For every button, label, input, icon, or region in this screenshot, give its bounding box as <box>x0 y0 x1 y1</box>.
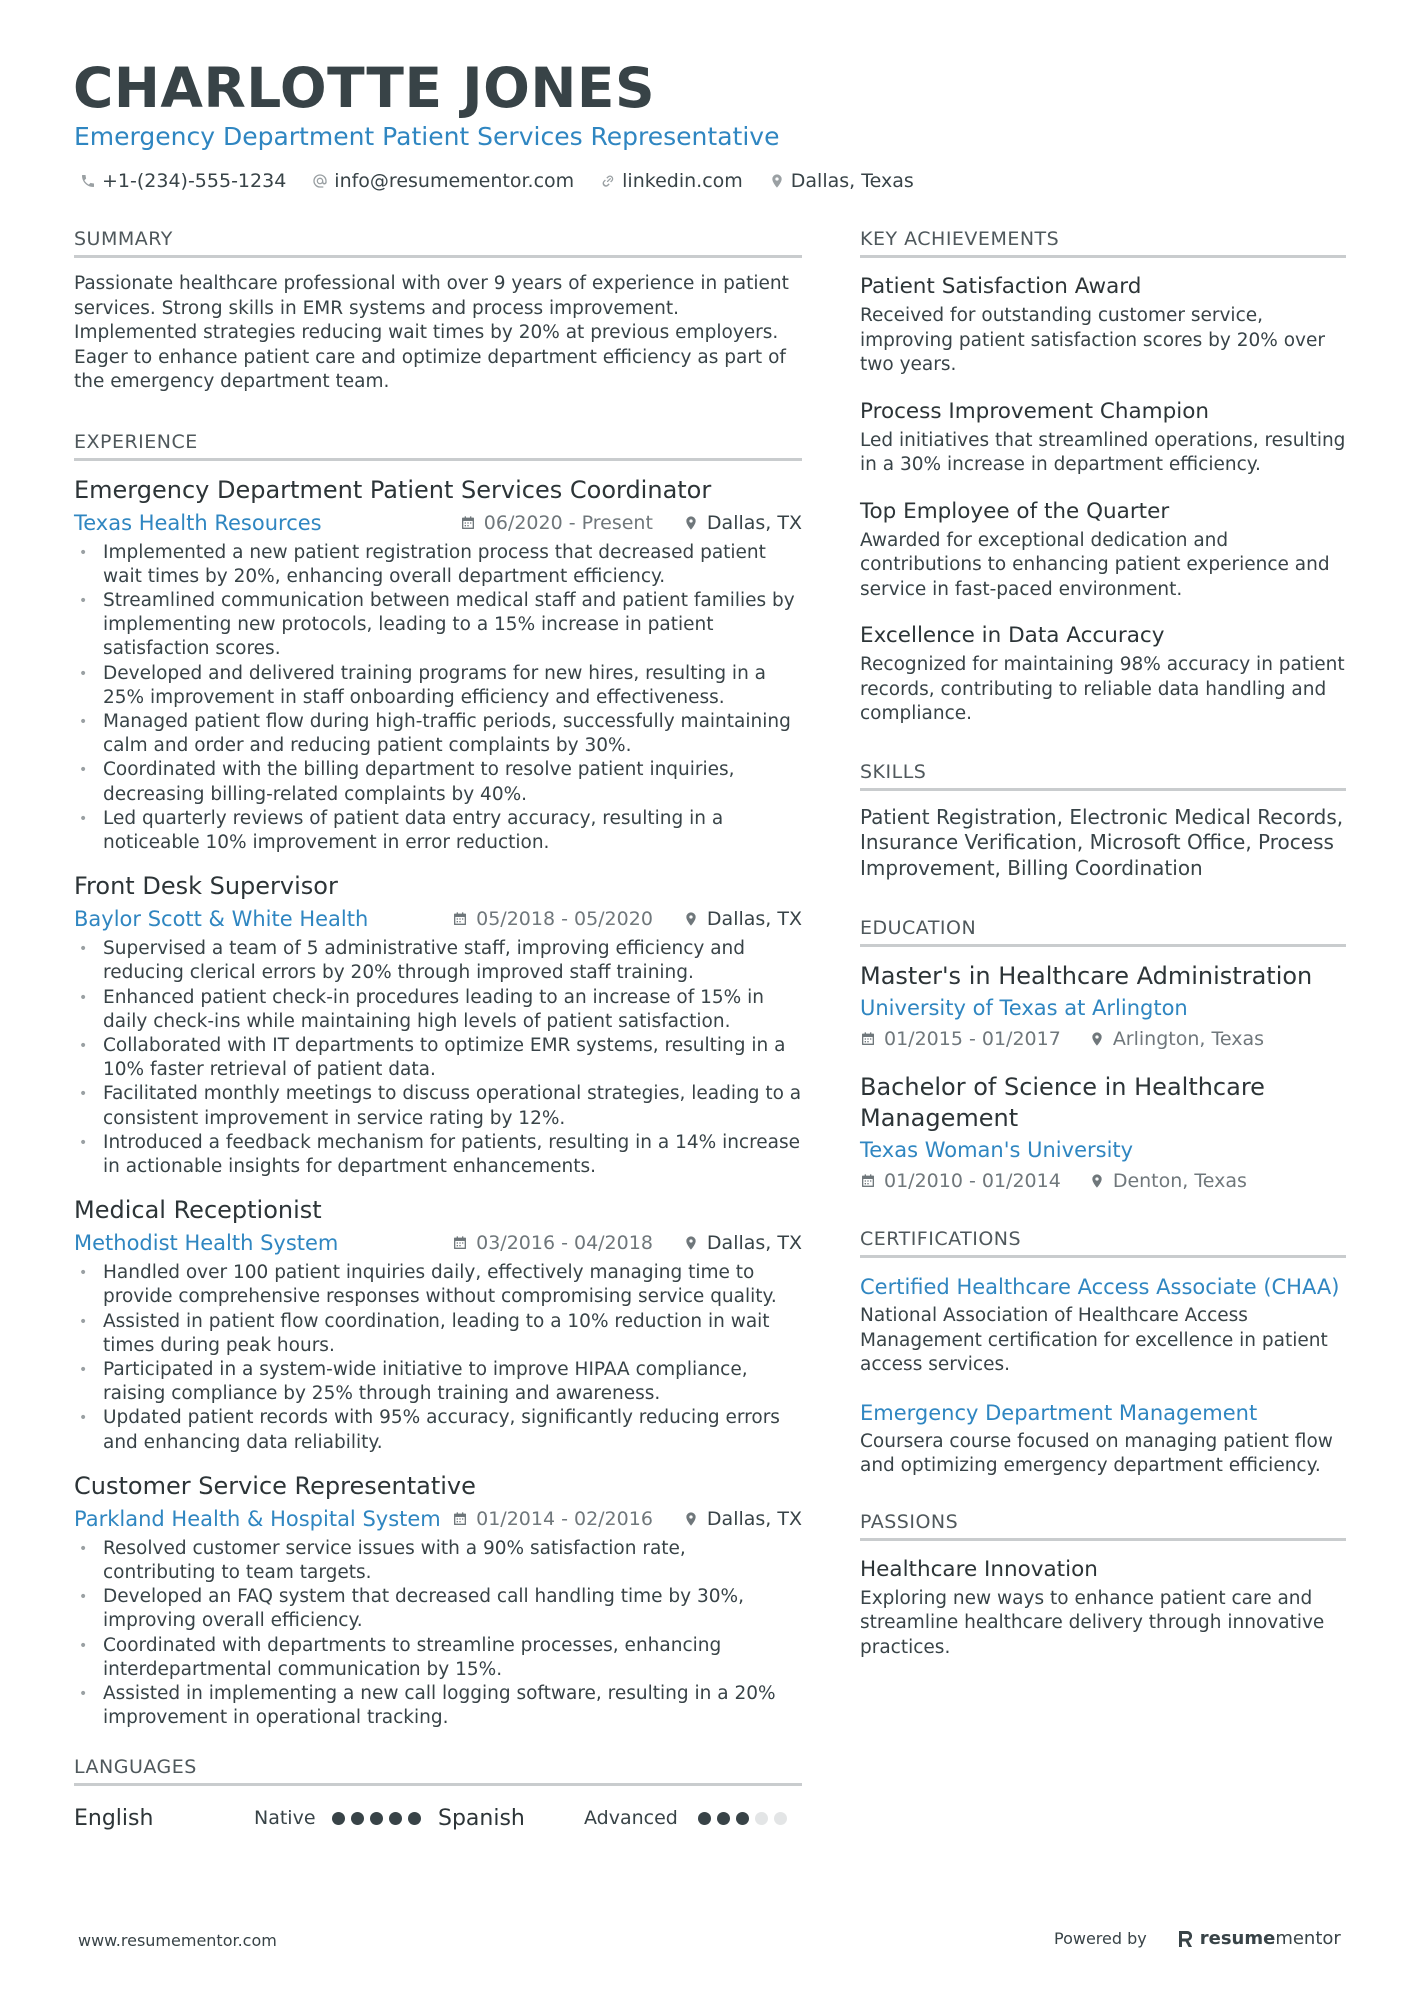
certification-item <box>860 1272 1346 1378</box>
achievement-item <box>860 272 1346 378</box>
location-text: Dallas, Texas <box>790 170 914 192</box>
powered-by-text: Powered by <box>1054 1929 1147 1948</box>
job-dates <box>452 908 653 930</box>
calendar-icon <box>860 1031 876 1047</box>
bullet-item: • Coordinated with the billing department to resolve patient inquiries, decreasing billing-related complaints by 40%. <box>74 758 802 806</box>
languages-section <box>74 1756 802 1836</box>
map-pin-icon <box>769 173 785 189</box>
contact-phone[interactable] <box>80 170 286 192</box>
job-title: Emergency Department Patient Services Coordinator <box>74 475 712 504</box>
job-meta <box>74 1503 802 1535</box>
bullet-item: • Participated in a system-wide initiative to improve HIPAA compliance, raising compliance by 25% through training and awareness. <box>74 1358 802 1406</box>
degree-title: Master's in Healthcare Administration <box>860 962 1313 990</box>
job-entry <box>74 475 802 856</box>
bullet-item: • Introduced a feedback mechanism for patients, resulting in a 14% increase in actionable insights for department enhancements. <box>74 1131 802 1179</box>
map-pin-icon <box>683 911 699 927</box>
job-title: Front Desk Supervisor <box>74 872 338 901</box>
brand-rest-text: mentor <box>1275 1928 1341 1949</box>
achievement-item <box>860 397 1346 478</box>
job-bullets <box>74 541 802 856</box>
education-location <box>1089 1028 1264 1050</box>
email-text: info@resumementor.com <box>334 170 575 192</box>
proficiency-dot-filled <box>389 1812 402 1825</box>
job-dates-text: 01/2014 - 02/2016 <box>476 1507 653 1530</box>
achievement-text: Received for outstanding customer service, improving patient satisfaction scores by 20% over two years. <box>860 305 1325 375</box>
bullet-item: • Implemented a new patient registration process that decreased patient wait times by 20%, enhancing overall department efficiency. <box>74 541 802 589</box>
summary-heading: SUMMARY <box>74 228 802 258</box>
passions-heading: PASSIONS <box>860 1511 1346 1541</box>
school-name: University of Texas at Arlington <box>860 996 1188 1020</box>
education-meta <box>860 1166 1346 1196</box>
bullet-item: • Supervised a team of 5 administrative staff, improving efficiency and reducing clerical errors by 20% through improved staff training. <box>74 937 802 985</box>
bullet-item: • Managed patient flow during high-traffic periods, successfully maintaining calm and order and reducing patient complaints by 30%. <box>74 710 802 758</box>
job-bullets <box>74 937 802 1179</box>
bullet-item: • Led quarterly reviews of patient data entry accuracy, resulting in a noticeable 10% improvement in error reduction. <box>74 807 802 855</box>
certifications-heading: CERTIFICATIONS <box>860 1228 1346 1258</box>
degree-title: Bachelor of Science in Healthcare Management <box>860 1073 1265 1132</box>
job-title: Medical Receptionist <box>74 1196 322 1225</box>
experience-heading: EXPERIENCE <box>74 431 802 461</box>
linkedin-text: linkedin.com <box>622 170 743 192</box>
bullet-item: • Enhanced patient check-in procedures leading to an increase of 15% in daily check-ins while maintaining high levels of patient satisfaction. <box>74 986 802 1034</box>
achievements-section <box>860 228 1346 727</box>
skills-section <box>860 761 1346 882</box>
calendar-icon <box>460 515 476 531</box>
company-name: Parkland Health & Hospital System <box>74 1506 441 1531</box>
education-section <box>860 917 1346 1196</box>
contact-linkedin[interactable] <box>600 170 743 192</box>
education-dates-text: 01/2015 - 01/2017 <box>884 1028 1061 1050</box>
language-item <box>74 1806 438 1831</box>
bullet-item: • Coordinated with departments to streamline processes, enhancing interdepartmental communication by 15%. <box>74 1634 802 1682</box>
job-bullets <box>74 1261 802 1455</box>
certification-title: Certified Healthcare Access Associate (CHAA) <box>860 1275 1340 1299</box>
skills-heading: SKILLS <box>860 761 1346 791</box>
bullet-item: • Handled over 100 patient inquiries daily, effectively managing time to provide comprehensive responses without compromising service quality. <box>74 1261 802 1309</box>
bullet-item: • Assisted in implementing a new call logging software, resulting in a 20% improvement in operational tracking. <box>74 1682 802 1730</box>
education-dates <box>860 1170 1061 1192</box>
certification-text: Coursera course focused on managing patient flow and optimizing emergency department efficiency. <box>860 1430 1333 1476</box>
job-dates <box>452 1508 653 1530</box>
job-entry <box>74 1471 802 1731</box>
brand-logo[interactable] <box>1177 1928 1341 1949</box>
brand-logo-icon <box>1177 1929 1195 1949</box>
education-item <box>860 1072 1346 1196</box>
proficiency-dot-filled <box>717 1812 730 1825</box>
map-pin-icon <box>683 1511 699 1527</box>
achievement-item <box>860 621 1346 727</box>
bullet-item: • Assisted in patient flow coordination, leading to a 10% reduction in wait times during peak hours. <box>74 1310 802 1358</box>
job-location <box>683 1508 802 1530</box>
bullet-item: • Collaborated with IT departments to optimize EMR systems, resulting in a 10% faster retrieval of patient data. <box>74 1034 802 1082</box>
achievement-title: Patient Satisfaction Award <box>860 274 1142 299</box>
education-location <box>1089 1170 1247 1192</box>
proficiency-dots <box>698 1812 787 1825</box>
achievement-item <box>860 497 1346 603</box>
calendar-icon <box>452 1511 468 1527</box>
proficiency-dot-filled <box>698 1812 711 1825</box>
bullet-item: • Streamlined communication between medical staff and patient families by implementing new protocols, leading to a 15% increase in patient satisfaction scores. <box>74 589 802 662</box>
company-name: Baylor Scott & White Health <box>74 907 369 932</box>
summary-section <box>74 228 802 395</box>
phone-text: +1-(234)-555-1234 <box>102 170 287 192</box>
job-meta <box>74 507 802 539</box>
languages-heading: LANGUAGES <box>74 1756 802 1786</box>
calendar-icon <box>452 911 468 927</box>
map-pin-icon <box>683 515 699 531</box>
proficiency-dot-filled <box>370 1812 383 1825</box>
job-bullets <box>74 1537 802 1731</box>
job-location <box>683 908 802 930</box>
achievement-text: Awarded for exceptional dedication and contributions to enhancing patient experience and service in fast-paced environment. <box>860 529 1330 600</box>
language-level: Native <box>254 1807 316 1830</box>
certifications-section <box>860 1228 1346 1479</box>
education-item <box>860 961 1346 1054</box>
certification-item <box>860 1398 1346 1479</box>
job-entry <box>74 1195 802 1455</box>
job-location-text: Dallas, TX <box>706 1232 802 1255</box>
phone-icon <box>80 173 96 189</box>
map-pin-icon <box>1089 1173 1105 1189</box>
job-title: Customer Service Representative <box>74 1471 476 1500</box>
bullet-item: • Facilitated monthly meetings to discuss operational strategies, leading to a consistent improvement in service rating by 12%. <box>74 1082 802 1130</box>
education-meta <box>860 1024 1346 1054</box>
proficiency-dot-filled <box>332 1812 345 1825</box>
right-column <box>860 228 1346 1696</box>
contact-location <box>769 170 914 192</box>
language-item <box>438 1806 802 1831</box>
bullet-item: • Resolved customer service issues with a 90% satisfaction rate, contributing to team targets. <box>74 1537 802 1585</box>
job-entry <box>74 871 802 1179</box>
job-dates <box>452 1232 653 1254</box>
job-location-text: Dallas, TX <box>706 511 802 534</box>
school-name: Texas Woman's University <box>860 1138 1134 1162</box>
language-name: Spanish <box>438 1805 525 1831</box>
bullet-item: • Developed an FAQ system that decreased call handling time by 30%, improving overall efficiency. <box>74 1585 802 1633</box>
map-pin-icon <box>1089 1031 1105 1047</box>
calendar-icon <box>452 1235 468 1251</box>
job-location-text: Dallas, TX <box>706 1507 802 1530</box>
proficiency-dots <box>332 1812 421 1825</box>
bullet-item: • Developed and delivered training programs for new hires, resulting in a 25% improvement in staff onboarding efficiency and effectiveness. <box>74 662 802 710</box>
certification-title: Emergency Department Management <box>860 1400 1258 1425</box>
education-location-text: Denton, Texas <box>1112 1170 1247 1192</box>
achievement-title: Top Employee of the Quarter <box>860 498 1170 524</box>
job-location <box>683 512 802 534</box>
proficiency-dot-filled <box>351 1812 364 1825</box>
footer-website[interactable]: www.resumementor.com <box>78 1931 277 1950</box>
brand-bold-text: resume <box>1199 1928 1276 1949</box>
certification-text: National Association of Healthcare Access Management certification for excellence in patient access services. <box>860 1305 1328 1375</box>
left-column <box>74 228 802 1872</box>
language-name: English <box>74 1805 154 1831</box>
job-location-text: Dallas, TX <box>706 908 802 931</box>
passion-text: Exploring new ways to enhance patient care and streamline healthcare delivery through innovative practices. <box>860 1587 1325 1658</box>
passion-item <box>860 1555 1346 1661</box>
bullet-item: • Updated patient records with 95% accuracy, significantly reducing errors and enhancing data reliability. <box>74 1406 802 1454</box>
job-meta <box>74 903 802 935</box>
education-dates <box>860 1028 1061 1050</box>
education-heading: EDUCATION <box>860 917 1346 947</box>
map-pin-icon <box>683 1235 699 1251</box>
contact-email[interactable] <box>312 170 574 192</box>
proficiency-dot-empty <box>755 1812 768 1825</box>
proficiency-dot-filled <box>736 1812 749 1825</box>
education-dates-text: 01/2010 - 01/2014 <box>884 1170 1061 1192</box>
candidate-name: CHARLOTTE JONES <box>73 56 656 120</box>
achievement-title: Excellence in Data Accuracy <box>860 623 1165 648</box>
footer-branding <box>1054 1928 1341 1949</box>
company-name: Methodist Health System <box>74 1231 339 1256</box>
contact-bar <box>80 170 914 192</box>
calendar-icon <box>860 1173 876 1189</box>
achievements-heading: KEY ACHIEVEMENTS <box>860 228 1346 258</box>
proficiency-dot-empty <box>774 1812 787 1825</box>
job-location <box>683 1232 802 1254</box>
education-location-text: Arlington, Texas <box>1112 1028 1264 1050</box>
passion-title: Healthcare Innovation <box>860 1556 1098 1582</box>
job-dates-text: 05/2018 - 05/2020 <box>476 908 653 931</box>
company-name: Texas Health Resources <box>74 510 322 535</box>
job-dates-text: 03/2016 - 04/2018 <box>476 1232 653 1255</box>
job-meta <box>74 1227 802 1259</box>
experience-section <box>74 431 802 1731</box>
achievement-text: Recognized for maintaining 98% accuracy in patient records, contributing to reliable data handling and compliance. <box>860 654 1345 724</box>
achievement-text: Led initiatives that streamlined operations, resulting in a 30% increase in department efficiency. <box>860 429 1346 475</box>
candidate-headline: Emergency Department Patient Services Representative <box>74 122 780 151</box>
achievement-title: Process Improvement Champion <box>860 398 1210 424</box>
at-icon <box>312 173 328 189</box>
link-icon <box>600 173 616 189</box>
passions-section <box>860 1511 1346 1661</box>
job-dates-text: 06/2020 - Present <box>483 511 653 534</box>
languages-row <box>74 1800 802 1836</box>
job-dates <box>460 512 653 534</box>
language-level: Advanced <box>584 1807 678 1830</box>
skills-text: Patient Registration, Electronic Medical Records, Insurance Verification, Microsoft Office, Process Improvement, Billing Coordination <box>860 804 1344 880</box>
proficiency-dot-filled <box>408 1812 421 1825</box>
summary-text: Passionate healthcare professional with over 9 years of experience in patient services. Strong skills in EMR systems and process improvement. Implemented strategies reducing wait times by 20% at previous employers. Eager to enhance patient care and optimize department efficiency as part of the emergency department team. <box>74 273 789 392</box>
